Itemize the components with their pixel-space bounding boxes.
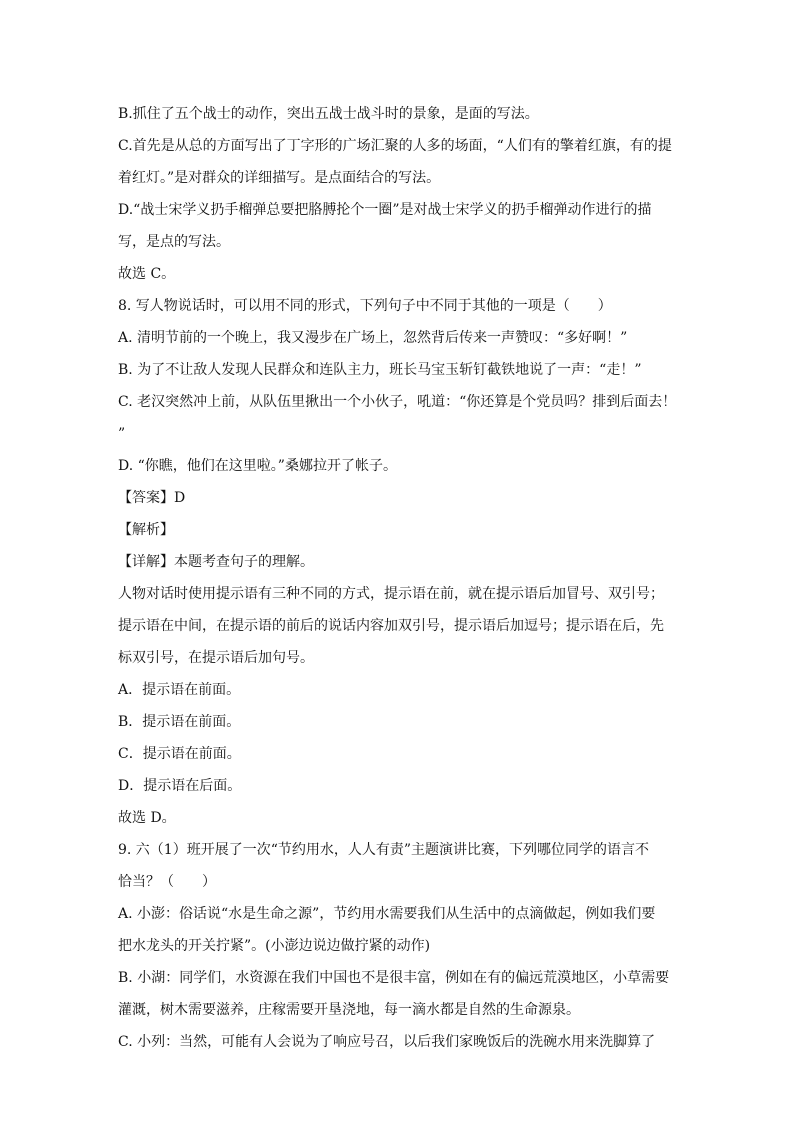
question-8-option-a: A. 清明节前的一个晚上，我又漫步在广场上，忽然背后传来一声赞叹：“多好啊！” bbox=[118, 330, 628, 346]
option-d-explanation-cont: 写，是点的写法。 bbox=[118, 234, 230, 250]
analysis-heading: 【解析】 bbox=[118, 522, 174, 538]
option-c-explanation: C.首先是从总的方面写出了丁字形的广场汇聚的人多的场面，“人们有的擎着红旗，有的提 bbox=[118, 138, 672, 154]
question-8-option-c-cont: ” bbox=[118, 426, 126, 442]
question-9-stem: 9. 六（1）班开展了一次“节约用水，人人有责”主题演讲比赛，下列哪位同学的语言不 bbox=[118, 842, 650, 858]
detail-option-b: B．提示语在前面。 bbox=[118, 714, 241, 730]
question-8-option-c: C. 老汉突然冲上前，从队伍里揪出一个小伙子，吼道：“你还算是个党员吗？排到后面去！ bbox=[118, 394, 677, 410]
question-9-stem-cont: 恰当？（ ） bbox=[118, 874, 216, 890]
question-8-option-d: D. “你瞧，他们在这里啦。”桑娜拉开了帐子。 bbox=[118, 458, 397, 474]
option-b-explanation: B.抓住了五个战士的动作，突出五战士战斗时的景象，是面的写法。 bbox=[118, 106, 539, 122]
detail-option-a: A．提示语在前面。 bbox=[118, 682, 241, 698]
option-d-explanation: D.“战士宋学义扔手榴弹总要把胳膊抡个一圈”是对战士宋学义的扔手榴弹动作进行的描 bbox=[118, 202, 652, 218]
document-page bbox=[118, 98, 688, 1058]
question-9-option-a: A. 小澎：俗话说“水是生命之源”，节约用水需要我们从生活中的点滴做起，例如我们要 bbox=[118, 906, 656, 922]
detail-paragraph-1: 人物对话时使用提示语有三种不同的方式，提示语在前，就在提示语后加冒号、双引号； bbox=[118, 586, 664, 602]
question-9-option-c: C. 小列：当然，可能有人会说为了响应号召，以后我们家晚饭后的洗碗水用来洗脚算了 bbox=[118, 1034, 656, 1050]
detail-option-d: D．提示语在后面。 bbox=[118, 778, 242, 794]
question-9-option-b-cont: 灌溉，树木需要滋养，庄稼需要开垦浇地，每一滴水都是自然的生命源泉。 bbox=[118, 1002, 580, 1018]
answer-choice-8: 故选 D。 bbox=[118, 810, 176, 826]
question-8-option-b: B. 为了不让敌人发现人民群众和连队主力，班长马宝玉斩钉截铁地说了一声：“走！” bbox=[118, 362, 642, 378]
detail-paragraph-3: 标双引号，在提示语后加句号。 bbox=[118, 650, 314, 666]
answer-choice-7: 故选 C。 bbox=[118, 266, 176, 282]
question-8-stem: 8. 写人物说话时，可以用不同的形式，下列句子中不同于其他的一项是（ ） bbox=[118, 298, 612, 314]
question-9-option-a-cont: 把水龙头的开关拧紧”。(小澎边说边做拧紧的动作) bbox=[118, 938, 431, 954]
detail-heading: 【详解】本题考查句子的理解。 bbox=[118, 554, 314, 570]
question-9-option-b: B. 小湖：同学们，水资源在我们中国也不是很丰富，例如在有的偏远荒漠地区，小草需要 bbox=[118, 970, 670, 986]
detail-paragraph-2: 提示语在中间，在提示语的前后的说话内容加双引号，提示语后加逗号；提示语在后，先 bbox=[118, 618, 664, 634]
detail-option-c: C．提示语在前面。 bbox=[118, 746, 241, 762]
answer-heading: 【答案】D bbox=[118, 490, 186, 506]
option-c-explanation-cont: 着红灯。”是对群众的详细描写。是点面结合的写法。 bbox=[118, 170, 441, 186]
